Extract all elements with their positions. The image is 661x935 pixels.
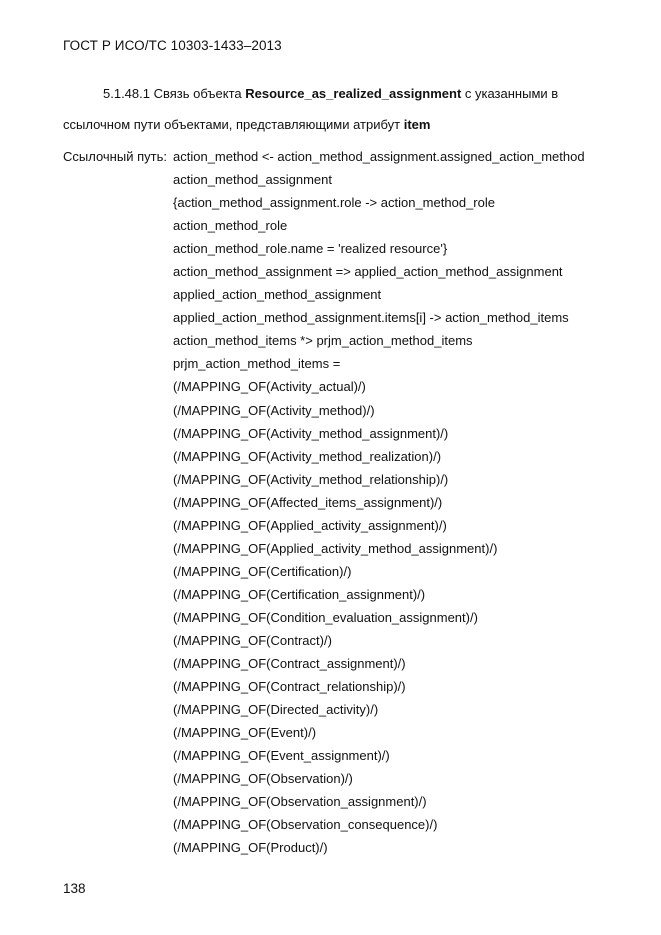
reference-path-line: {action_method_assignment.role -> action_method_role: [173, 195, 495, 211]
reference-path-line: (/MAPPING_OF(Event)/): [173, 725, 317, 741]
reference-path-line: (/MAPPING_OF(Certification)/): [173, 563, 352, 579]
reference-path-line: action_method_assignment => applied_action_method_assignment: [173, 264, 563, 280]
reference-path-line: (/MAPPING_OF(Applied_activity_method_assignment)/): [173, 540, 498, 556]
reference-path-line: (/MAPPING_OF(Activity_method_relationship)/): [173, 471, 449, 487]
reference-path-line: (/MAPPING_OF(Contract_relationship)/): [173, 679, 406, 695]
attribute-name: item: [403, 117, 431, 132]
section-heading-line-2: [63, 117, 430, 132]
reference-path-line: (/MAPPING_OF(Condition_evaluation_assignment)/): [173, 609, 478, 625]
document-header: ГОСТ Р ИСО/ТС 10303-1433–2013: [63, 38, 282, 53]
reference-path-label: Ссылочный путь:: [63, 149, 167, 164]
section-heading-line-2-text: ссылочном пути объектами, представляющими атрибут: [63, 117, 404, 132]
reference-path-line: (/MAPPING_OF(Observation)/): [173, 771, 353, 787]
reference-path-line: action_method_role: [173, 218, 288, 234]
page-number: 138: [63, 881, 86, 896]
section-heading-line-1: [103, 86, 558, 101]
reference-path-line: action_method_items *> prjm_action_method_items: [173, 333, 473, 349]
reference-path-line: (/MAPPING_OF(Affected_items_assignment)/): [173, 494, 443, 510]
reference-path-line: (/MAPPING_OF(Product)/): [173, 840, 328, 856]
section-heading-prefix: 5.1.48.1 Связь объекта: [103, 86, 246, 101]
reference-path-line: (/MAPPING_OF(Contract_assignment)/): [173, 656, 406, 672]
reference-path-line: applied_action_method_assignment: [173, 287, 382, 303]
reference-path-line: (/MAPPING_OF(Observation_consequence)/): [173, 817, 438, 833]
reference-path-line: (/MAPPING_OF(Activity_method_realization)/): [173, 448, 442, 464]
reference-path-line: action_method <- action_method_assignment.assigned_action_method: [173, 149, 585, 164]
reference-path-line: (/MAPPING_OF(Certification_assignment)/): [173, 586, 426, 602]
reference-path-line: (/MAPPING_OF(Observation_assignment)/): [173, 794, 427, 810]
reference-path-line: action_method_assignment: [173, 172, 332, 188]
section-heading-suffix: с указанными в: [461, 86, 559, 101]
reference-path-line: (/MAPPING_OF(Contract)/): [173, 632, 332, 648]
reference-path-line: (/MAPPING_OF(Directed_activity)/): [173, 702, 379, 718]
reference-path-line: (/MAPPING_OF(Activity_method_assignment)/): [173, 425, 449, 441]
reference-path-line: prjm_action_method_items =: [173, 356, 341, 372]
reference-path-line: (/MAPPING_OF(Applied_activity_assignment)/): [173, 517, 447, 533]
reference-path-lines: [173, 149, 585, 863]
reference-path-line: action_method_role.name = 'realized resource'}: [173, 241, 448, 257]
reference-path-line: (/MAPPING_OF(Event_assignment)/): [173, 748, 390, 764]
reference-path-line: (/MAPPING_OF(Activity_actual)/): [173, 379, 366, 395]
reference-path-line: applied_action_method_assignment.items[i] -> action_method_items: [173, 310, 569, 326]
reference-path-line: (/MAPPING_OF(Activity_method)/): [173, 402, 375, 418]
entity-name: Resource_as_realized_assignment: [245, 86, 462, 101]
